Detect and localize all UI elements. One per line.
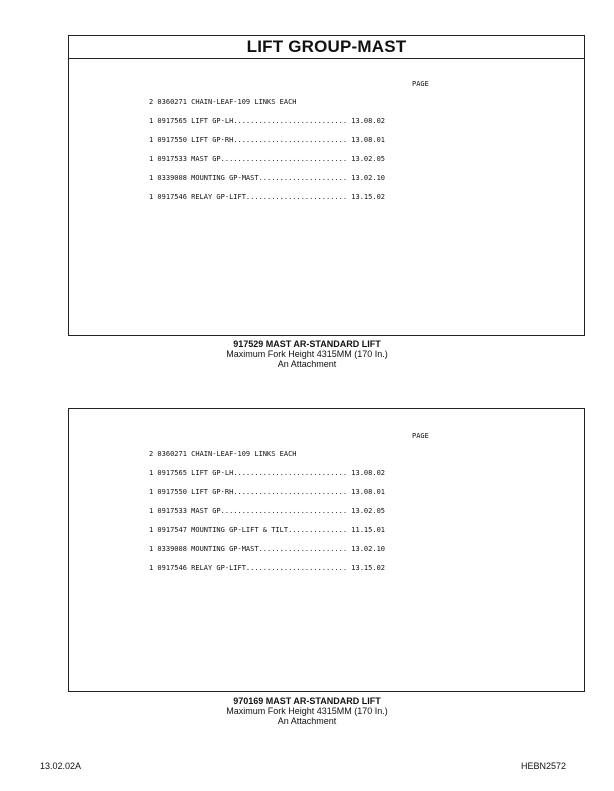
part-row: 1 0917550 LIFT GP-RH........................... 13.08.01 xyxy=(149,488,386,496)
parts-box-917529 xyxy=(68,35,585,336)
caption-note: An Attachment xyxy=(277,359,337,369)
part-row: 1 0917565 LIFT GP-LH........................... 13.08.02 xyxy=(149,117,386,125)
part-row: 1 0917550 LIFT GP-RH........................... 13.08.01 xyxy=(149,136,386,144)
part-row: 1 0339008 MOUNTING GP-MAST..................... 13.02.10 xyxy=(149,545,386,553)
page-column-header: PAGE xyxy=(412,432,429,440)
caption-height: Maximum Fork Height 4315MM (170 In.) xyxy=(226,706,388,716)
part-row: 1 0917533 MAST GP.............................. 13.02.05 xyxy=(149,155,386,163)
part-row: 1 0917547 MOUNTING GP-LIFT & TILT.............. 11.15.01 xyxy=(149,526,386,534)
figure-caption-917529 xyxy=(0,339,614,369)
parts-box-970169 xyxy=(68,408,585,692)
part-row: 2 0360271 CHAIN-LEAF-109 LINKS EACH xyxy=(149,98,297,106)
caption-title: 917529 MAST AR-STANDARD LIFT xyxy=(233,339,381,349)
part-row: 2 0360271 CHAIN-LEAF-109 LINKS EACH xyxy=(149,450,297,458)
footer-doc-code: HEBN2572 xyxy=(520,761,566,771)
caption-note: An Attachment xyxy=(277,716,337,726)
caption-height: Maximum Fork Height 4315MM (170 In.) xyxy=(226,349,388,359)
page-column-header: PAGE xyxy=(412,80,429,88)
figure-caption-970169 xyxy=(0,696,614,726)
part-row: 1 0917533 MAST GP.............................. 13.02.05 xyxy=(149,507,386,515)
caption-title: 970169 MAST AR-STANDARD LIFT xyxy=(233,696,381,706)
part-row: 1 0917565 LIFT GP-LH........................... 13.08.02 xyxy=(149,469,386,477)
page-title: LIFT GROUP-MAST xyxy=(69,36,584,59)
part-row: 1 0917546 RELAY GP-LIFT........................ 13.15.02 xyxy=(149,564,386,572)
parts-list xyxy=(149,449,385,582)
parts-list xyxy=(149,97,385,211)
part-row: 1 0339008 MOUNTING GP-MAST..................... 13.02.10 xyxy=(149,174,386,182)
footer-page-code: 13.02.02A xyxy=(40,761,82,771)
part-row: 1 0917546 RELAY GP-LIFT........................ 13.15.02 xyxy=(149,193,386,201)
